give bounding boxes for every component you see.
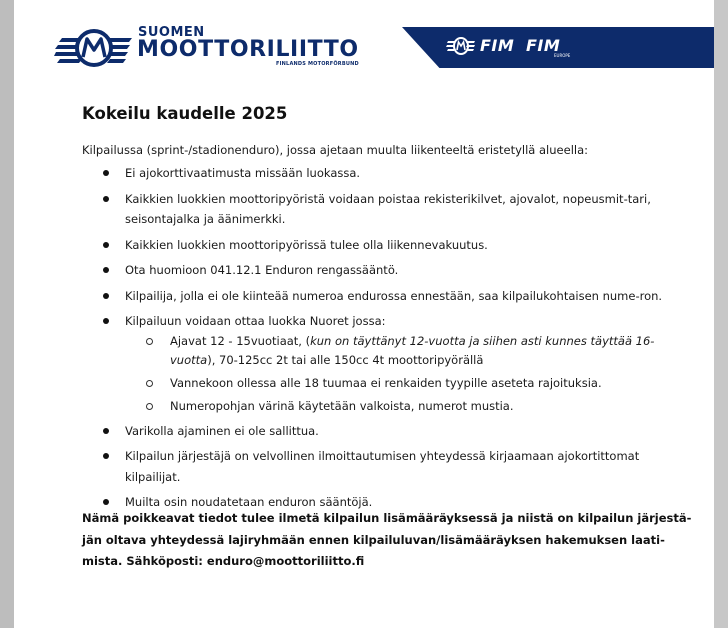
- org-name-sub: FINLANDS MOTORFÖRBUND: [276, 61, 359, 67]
- closing-paragraph: Nämä poikkeavat tiedot tulee ilmetä kilpailun lisämääräyksessä ja niistä on kilpailun järjestä-jän oltava yhteydessä lajiryhmään ennen kilpailuluvan/lisämääräyksen hakemuksen laati-mista. Sähköposti: enduro@moottoriliitto.fi: [82, 511, 692, 568]
- fim-icon-1: [446, 35, 476, 57]
- intro-paragraph: Kilpailussa (sprint-/stadionenduro), jossa ajetaan muulta liikenteeltä eristetyllä alueella:: [82, 143, 588, 157]
- list-item: Kaikkien luokkien moottoripyörissä tulee olla liikennevakuutus.: [82, 235, 682, 256]
- sub-list-item: Vannekoon ollessa alle 18 tuumaa ei renkaiden tyypille aseteta rajoituksia.: [125, 374, 682, 393]
- list-item-text: Kilpailuun voidaan ottaa luokka Nuoret jossa:: [125, 314, 386, 328]
- moottoriliitto-logo-icon: [54, 26, 134, 68]
- list-item-text: Kilpailija, jolla ei ole kiinteää numeroa endurossa ennestään, saa kilpailukohtaisen nume-ron.: [125, 288, 663, 303]
- org-name-main: MOOTTORILIITTO: [137, 37, 359, 62]
- list-item: Varikolla ajaminen ei ole sallittua.: [82, 421, 682, 442]
- list-item-text: Kaikkien luokkien moottoripyöristä voidaan poistaa rekisterikilvet, ajovalot, nopeusmit-tari, seisontajalka ja äänimerkki.: [125, 191, 651, 226]
- rules-list: [82, 163, 682, 518]
- sub-item-italic: kun on täyttänyt 12-vuotta ja siihen asti kunnes täyttää 16-vuotta: [170, 333, 655, 367]
- sub-list: [125, 332, 682, 416]
- sub-list-item: Numeropohjan värinä käytetään valkoista, numerot mustia.: [125, 397, 682, 416]
- document-title: Kokeilu kaudelle 2025: [82, 104, 288, 123]
- fim-europe-label: EUROPE: [554, 53, 571, 58]
- list-item: Ei ajokorttivaatimusta missään luokassa.: [82, 163, 682, 184]
- sub-list-item: [125, 332, 682, 370]
- document-page: [14, 0, 714, 628]
- list-item: [82, 311, 682, 416]
- list-item: Kilpailun järjestäjä on velvollinen ilmoittautumisen yhteydessä kirjaamaan ajokortittomat kilpailijat.: [82, 446, 682, 487]
- list-item: [82, 286, 682, 307]
- org-name-top: SUOMEN: [138, 25, 205, 40]
- list-item: [82, 189, 682, 230]
- list-item: Muilta osin noudatetaan enduron sääntöjä.: [82, 492, 682, 513]
- fim-logo-2: FIM: [526, 36, 561, 55]
- sub-item-text: Ajavat 12 - 15vuotiaat, (: [170, 333, 311, 348]
- sub-item-text: ), 70-125cc 2t tai alle 150cc 4t moottoripyörällä: [207, 352, 484, 367]
- scroll-edge: [714, 0, 728, 628]
- list-item: Ota huomioon 041.12.1 Enduron rengassääntö.: [82, 260, 682, 281]
- fim-logo-1: FIM: [480, 36, 515, 55]
